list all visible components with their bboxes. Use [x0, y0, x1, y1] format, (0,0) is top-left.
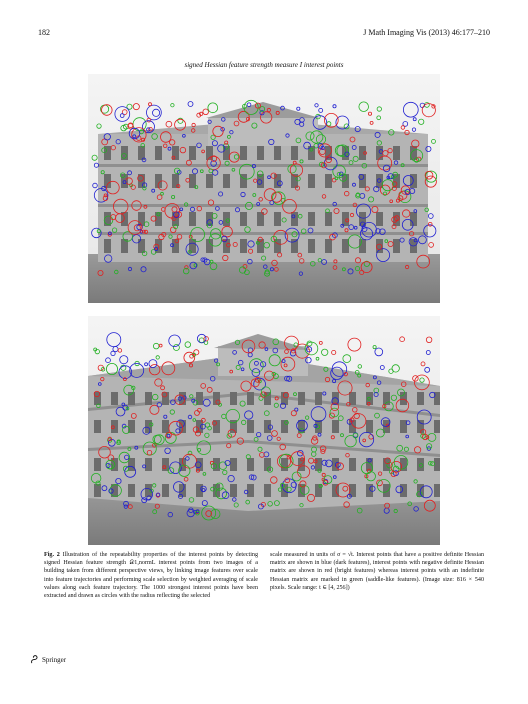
window [325, 239, 332, 253]
building-image-top [88, 74, 440, 303]
window [247, 392, 254, 405]
window [196, 392, 203, 405]
window [308, 212, 315, 226]
window [104, 212, 111, 226]
publisher-name: Springer [42, 655, 67, 664]
window [376, 212, 383, 226]
window [94, 420, 101, 433]
window [189, 146, 196, 160]
window [240, 239, 247, 253]
window [400, 484, 407, 497]
page-header [38, 28, 490, 40]
caption-label: Fig. 2 [44, 552, 60, 558]
page-number: 182 [38, 28, 50, 37]
window [128, 420, 135, 433]
window [104, 239, 111, 253]
window [145, 420, 152, 433]
window [230, 392, 237, 405]
window [291, 239, 298, 253]
window [240, 212, 247, 226]
window [308, 174, 315, 188]
window [179, 392, 186, 405]
window [332, 420, 339, 433]
window [94, 458, 101, 471]
window [162, 420, 169, 433]
window [111, 392, 118, 405]
window [274, 146, 281, 160]
window [257, 146, 264, 160]
caption-text-left: Illustration of the repeatability properties of the interest points by detecting signed Hessian feature strength 𝒟1,normL interest points from two images of a building taken from different perspective views, by linking image features over scale into feature trajectories and performing scale selection by weighted averaging of scale values along each feature trajectory. The 1000 strongest interest points have been extracted and drawn as circles with the radius reflecting the selected [44, 552, 258, 600]
window [264, 484, 271, 497]
window [189, 212, 196, 226]
figure-panel-bottom [88, 316, 440, 545]
window [230, 458, 237, 471]
window [128, 484, 135, 497]
window [240, 146, 247, 160]
window [315, 392, 322, 405]
figure-title: signed Hessian feature strength measure I interest points [184, 61, 344, 69]
building-image-bottom [88, 316, 440, 545]
window [434, 484, 440, 497]
window [393, 146, 400, 160]
window [145, 458, 152, 471]
window [264, 420, 271, 433]
window [162, 392, 169, 405]
window [291, 212, 298, 226]
window [291, 146, 298, 160]
window [104, 174, 111, 188]
window [366, 420, 373, 433]
window [162, 484, 169, 497]
window [434, 420, 440, 433]
window [359, 174, 366, 188]
window [206, 174, 213, 188]
window [359, 146, 366, 160]
window [247, 458, 254, 471]
window [172, 146, 179, 160]
window [308, 239, 315, 253]
figure-panel-top [88, 74, 440, 303]
window [298, 392, 305, 405]
window [274, 212, 281, 226]
window [393, 239, 400, 253]
window [383, 484, 390, 497]
window [349, 458, 356, 471]
window [223, 174, 230, 188]
caption-text-right: scale measured in units of σ = √t. Interest points that have a positive definite Hessian matrix are shown in blue (dark features), interest points with negative definite Hessian matrix are shown in red (bright features) whereas interest points with an indefinite Hessian matrix are marked in green (saddle-like features). (Image size: 816 × 540 pixels. Scale range: t ∈ [4, 256]) [270, 552, 484, 591]
window [247, 484, 254, 497]
window [325, 212, 332, 226]
journal-citation: J Math Imaging Vis (2013) 46:177–210 [363, 28, 490, 37]
window [383, 392, 390, 405]
figure-caption-right [270, 551, 484, 592]
window [172, 174, 179, 188]
window [417, 392, 424, 405]
figure-caption-left [44, 551, 258, 600]
window [434, 458, 440, 471]
window [155, 146, 162, 160]
window [247, 420, 254, 433]
window [410, 212, 417, 226]
window [230, 484, 237, 497]
page-footer [30, 655, 66, 664]
window [400, 392, 407, 405]
window [145, 392, 152, 405]
window [325, 174, 332, 188]
window [315, 484, 322, 497]
window [281, 458, 288, 471]
springer-logo-icon [30, 655, 39, 664]
window [94, 484, 101, 497]
